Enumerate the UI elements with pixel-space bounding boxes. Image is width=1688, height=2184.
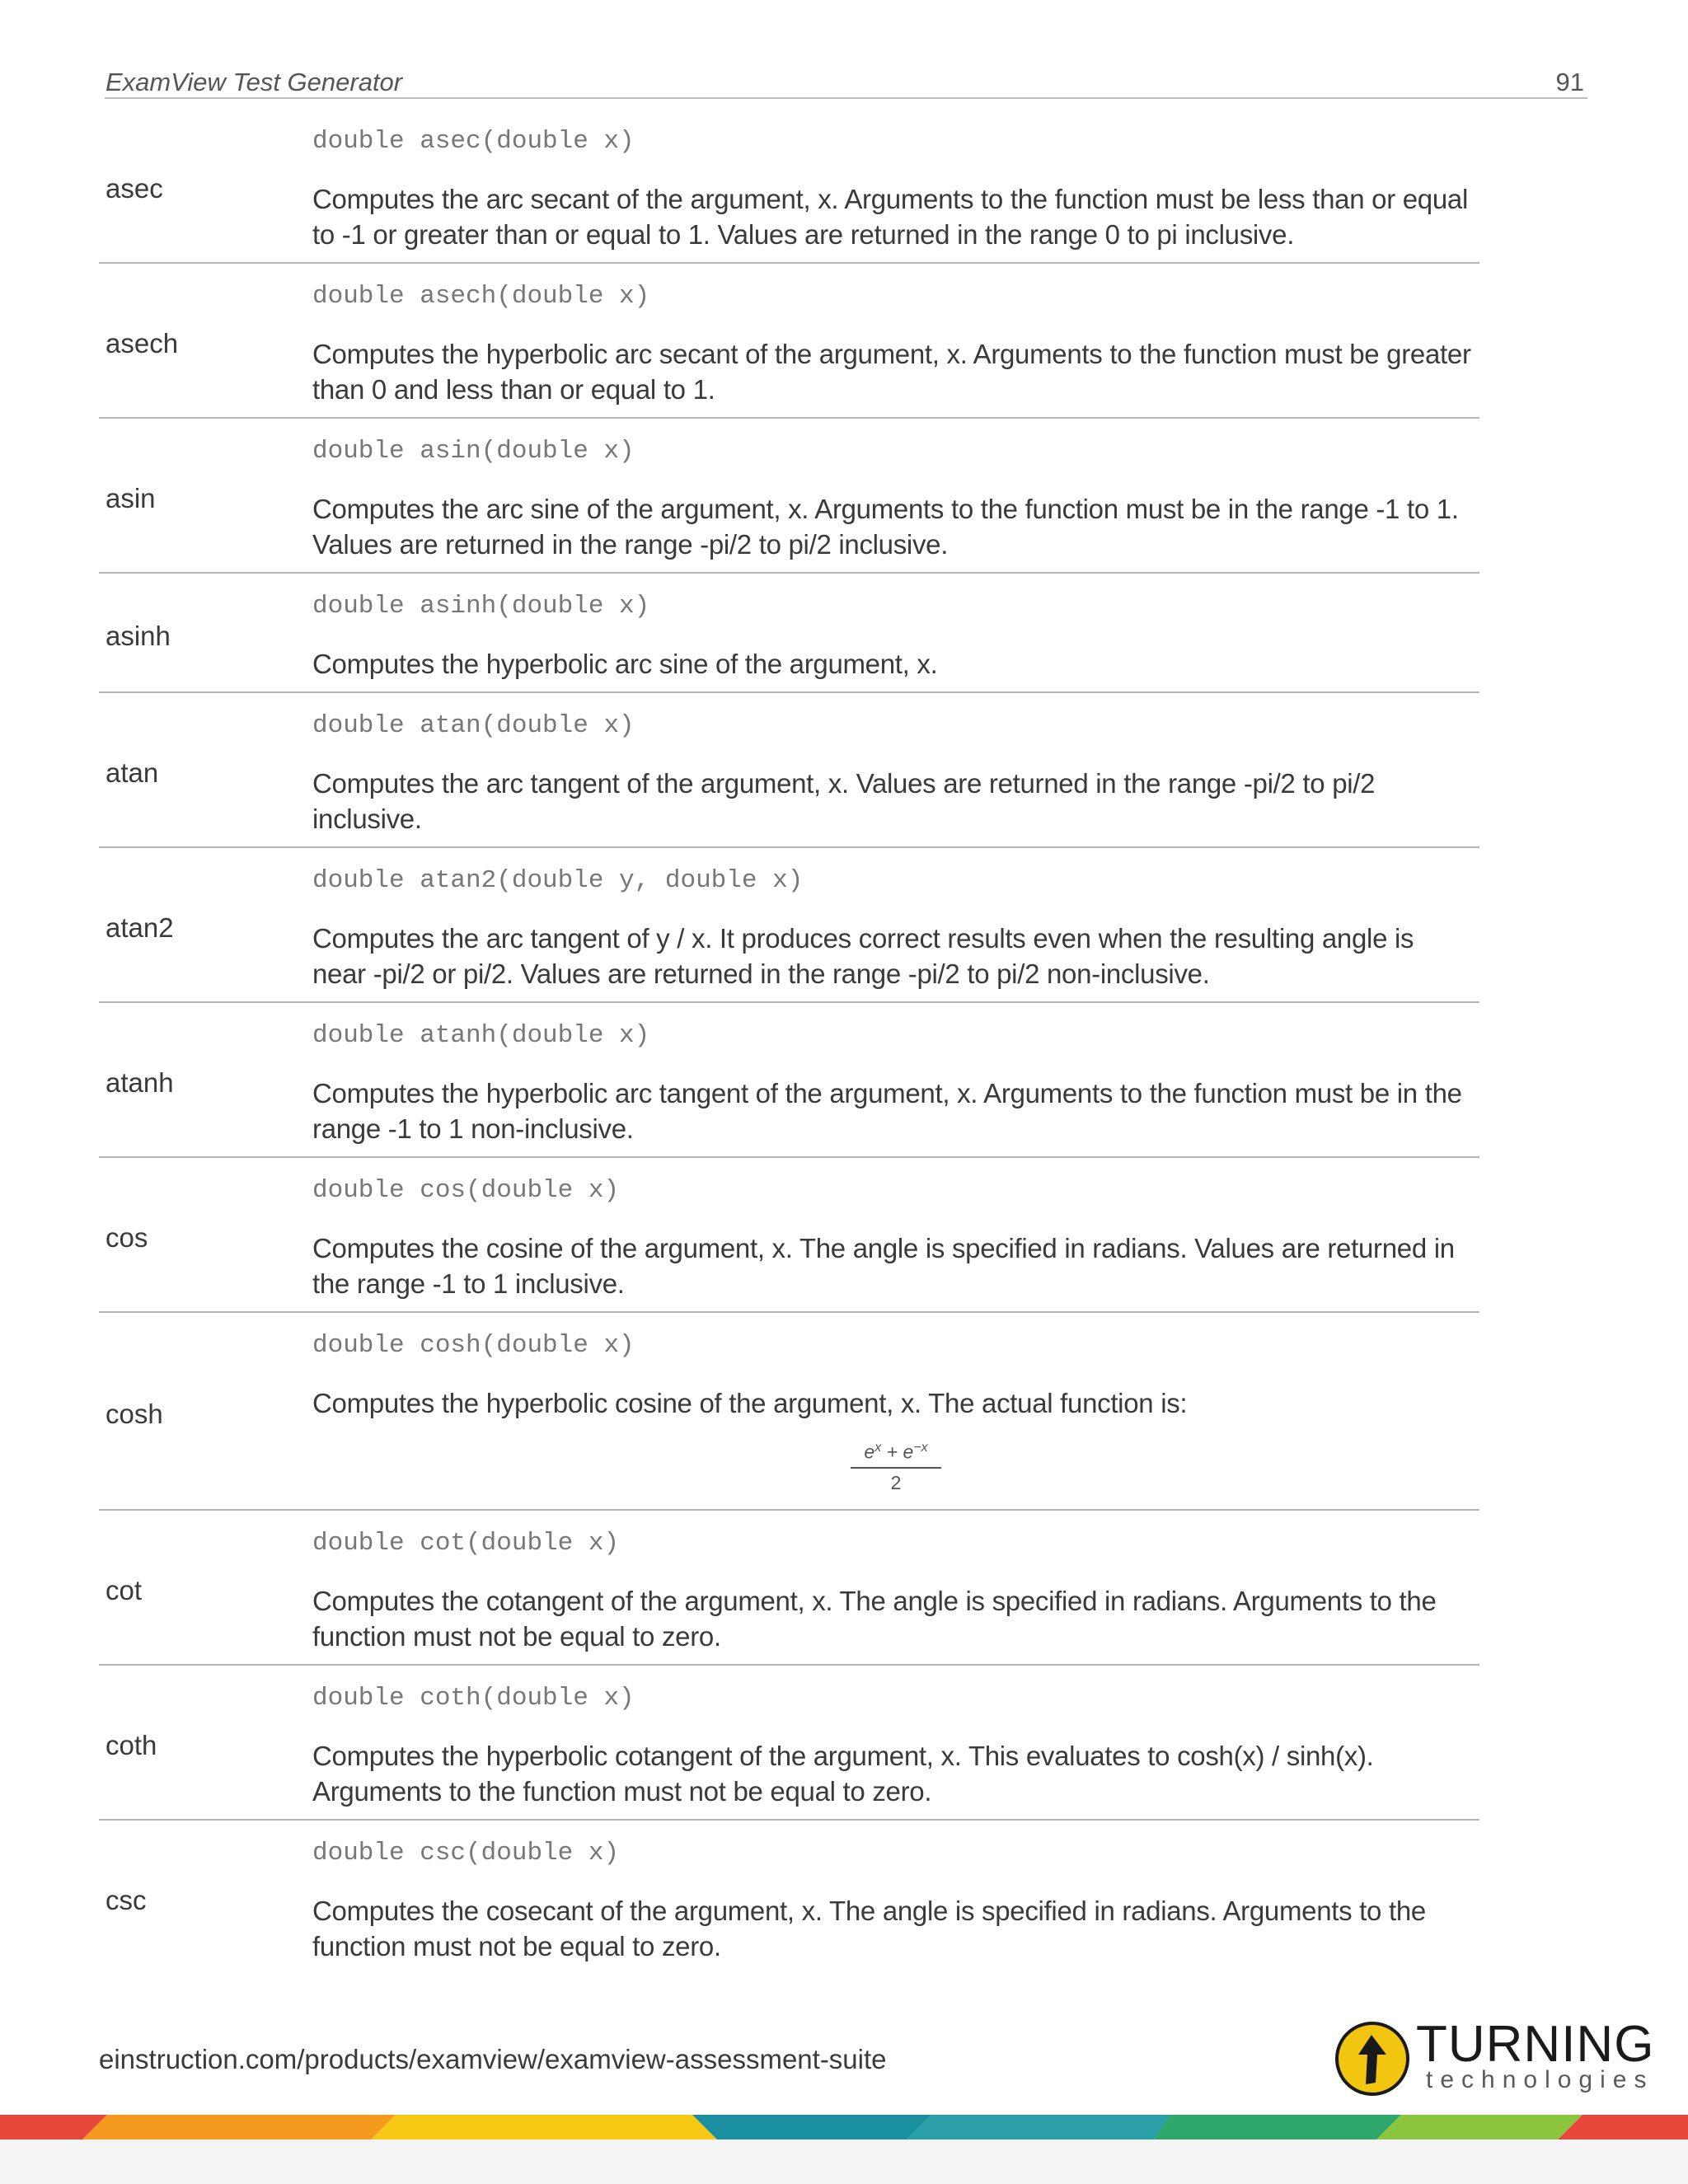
function-signature: double cot(double x) [312, 1528, 620, 1558]
formula-base: e [903, 1441, 914, 1463]
function-description: Computes the arc tangent of the argument, x. Values are returned in the range -pi/2 to pi/2 inclusive. [312, 768, 1376, 834]
formula-numerator [851, 1441, 941, 1469]
table-row [99, 1003, 1479, 1158]
logo-word-technologies: technologies [1426, 2066, 1654, 2093]
function-signature: double cos(double x) [312, 1176, 620, 1205]
function-name: csc [106, 1884, 147, 1915]
function-description: Computes the hyperbolic arc secant of the argument, x. Arguments to the function must be greater than 0 and less than or equal to 1. [312, 339, 1471, 405]
formula-exponent: x [874, 1441, 882, 1455]
cosh-formula [851, 1441, 941, 1494]
function-description: Computes the arc sine of the argument, x. Arguments to the function must be in the range -1 to 1. Values are returned in the range -pi/2 to pi/2 inclusive. [312, 494, 1459, 560]
page-header [105, 64, 1587, 99]
function-name: cosh [106, 1398, 163, 1429]
footer-color-stripe [0, 2115, 1688, 2139]
function-description: Computes the arc secant of the argument, x. Arguments to the function must be less than or equal to -1 or greater than or equal to 1. Values are returned in the range 0 to pi inclusive. [312, 184, 1468, 250]
function-name: coth [106, 1729, 157, 1760]
function-name: asech [106, 328, 179, 359]
table-row [99, 1313, 1479, 1511]
footer-background [0, 2139, 1688, 2184]
function-name: cos [106, 1222, 148, 1253]
turning-technologies-logo [1334, 2015, 1655, 2102]
function-name: atanh [106, 1067, 174, 1098]
function-signature: double asin(double x) [312, 437, 635, 466]
formula-plus: + [881, 1441, 903, 1463]
function-signature: double asec(double x) [312, 127, 635, 156]
function-signature: double csc(double x) [312, 1838, 620, 1868]
function-description: Computes the cosine of the argument, x. The angle is specified in radians. Values are returned in the range -1 to 1 inclusive. [312, 1233, 1455, 1299]
function-name: asec [106, 173, 163, 204]
document-title: ExamView Test Generator [106, 68, 403, 96]
table-row [99, 1821, 1479, 1974]
table-row [99, 125, 1479, 264]
function-description: Computes the cotangent of the argument, x. The angle is specified in radians. Arguments to the function must not be equal to zero. [312, 1585, 1437, 1652]
arrow-up-icon [1339, 2025, 1406, 2093]
function-signature: double atan2(double y, double x) [312, 866, 804, 895]
function-table [99, 125, 1479, 1974]
table-row [99, 264, 1479, 419]
function-signature: double asinh(double x) [312, 592, 650, 621]
function-name: atan [106, 757, 159, 788]
function-signature: double cosh(double x) [312, 1331, 635, 1360]
logo-word-turning: TURNING [1416, 2016, 1655, 2073]
function-description: Computes the cosecant of the argument, x. The angle is specified in radians. Arguments to the function must not be equal to zero. [312, 1895, 1426, 1961]
function-signature: double asech(double x) [312, 282, 650, 311]
formula-exponent: −x [913, 1441, 928, 1455]
table-row [99, 1666, 1479, 1821]
formula-denominator: 2 [890, 1471, 902, 1493]
function-description: Computes the hyperbolic arc tangent of the argument, x. Arguments to the function must be in the range -1 to 1 non-inclusive. [312, 1078, 1462, 1144]
footer-url[interactable]: einstruction.com/products/examview/examview-assessment-suite [99, 2044, 887, 2074]
formula-base: e [864, 1441, 875, 1463]
function-name: asinh [106, 620, 171, 651]
table-row [99, 1511, 1479, 1666]
function-description: Computes the hyperbolic arc sine of the argument, x. [312, 649, 938, 679]
function-description: Computes the hyperbolic cotangent of the argument, x. This evaluates to cosh(x) / sinh(x). Arguments to the function must not be equal to zero. [312, 1740, 1374, 1807]
function-description: Computes the hyperbolic cosine of the argument, x. The actual function is: [312, 1388, 1188, 1418]
function-name: asin [106, 483, 156, 513]
function-name: cot [106, 1574, 143, 1605]
function-signature: double coth(double x) [312, 1683, 635, 1713]
function-signature: double atan(double x) [312, 711, 635, 740]
table-row [99, 419, 1479, 574]
table-row [99, 693, 1479, 848]
table-row [99, 848, 1479, 1003]
table-row [99, 574, 1479, 693]
page-number: 91 [1555, 68, 1584, 96]
function-name: atan2 [106, 912, 174, 943]
logo-circle-icon [1335, 2022, 1409, 2096]
function-description: Computes the arc tangent of y / x. It produces correct results even when the resulting angle is near -pi/2 or pi/2. Values are returned in the range -pi/2 to pi/2 non-inclusive. [312, 923, 1414, 989]
table-row [99, 1158, 1479, 1313]
function-signature: double atanh(double x) [312, 1021, 650, 1050]
